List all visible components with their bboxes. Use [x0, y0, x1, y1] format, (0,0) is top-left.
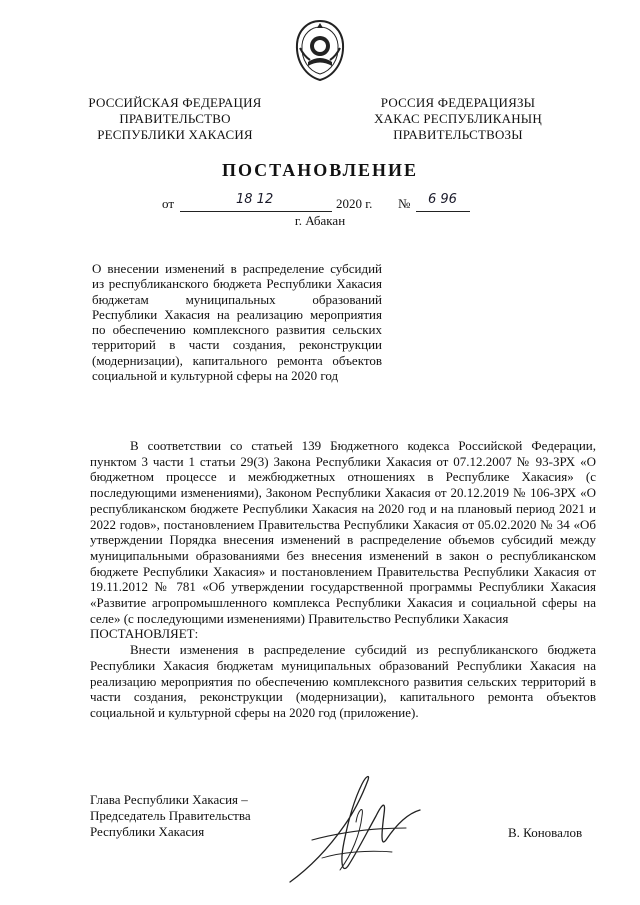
header-left-block — [70, 95, 280, 143]
body-preamble: В соответствии со статьей 139 Бюджетного кодекса Российской Федерации, пунктом 3 части 1 статьи 29(3) Закона Республики Хакасия от 07.12.2007 № 93-ЗРХ «О бюджетном процессе и межбюджетных отношениях в Республике Хакасия» (с последующими изменениями), Законом Республики Хакасия от 20.12.2019 № 106-ЗРХ «О республиканском бюджете Республики Хакасия на 2020 год и на плановый период 2021 и 2022 годов», постановлением Правительства Республики Хакасия от 05.02.2020 № 34 «Об утверждении Порядка внесения изменений в распределение объемов субсидий между муниципальными образованиями без внесения изменений в закон о республиканском бюджете Республики Хакасия» и постановлением Правительства Республики Хакасия от 19.11.2012 № 781 «Об утверждении государственной программы Республики Хакасия «Развитие агропромышленного комплекса Республики Хакасия и социальной сферы на селе» (с последующими изменениями) Правительство Республики Хакасия — [90, 438, 596, 626]
date-underline — [180, 211, 332, 212]
number-label: № — [398, 196, 411, 211]
header-left-line: РЕСПУБЛИКИ ХАКАСИЯ — [97, 127, 253, 142]
header-right-line: РОССИЯ ФЕДЕРАЦИЯЗЫ — [380, 95, 536, 110]
signatory-title — [90, 792, 251, 840]
date-number-line — [140, 192, 540, 214]
date-from-label: от — [162, 196, 175, 211]
signatory-name: В. Коновалов — [508, 825, 583, 840]
document-type-title: ПОСТАНОВЛЕНИЕ — [221, 160, 419, 180]
header-left-line: РОССИЙСКАЯ ФЕДЕРАЦИЯ — [88, 95, 262, 110]
signatory-title-line: Глава Республики Хакасия – — [90, 792, 248, 807]
coat-of-arms-emblem — [292, 18, 348, 82]
header-right-line: ХАКАС РЕСПУБЛИКАНЫҢ — [374, 111, 542, 126]
number-underline — [416, 211, 470, 212]
number-handwritten: 6 96 — [428, 192, 457, 207]
signatory-title-line: Председатель Правительства — [90, 808, 251, 823]
signatory-title-line: Республики Хакасия — [90, 824, 205, 839]
body-decree-word: ПОСТАНОВЛЯЕТ: — [90, 626, 199, 642]
document-subject: О внесении изменений в распределение субсидий из республиканского бюджета Республики Хакасия бюджетам муниципальных образований Республики Хакасия на реализацию мероприятия по обеспечению комплексного развития сельских территорий в части создания, реконструкции (модернизации), капитального ремонта объектов социальной и культурной сферы на 2020 год — [92, 261, 382, 384]
date-year: 2020 г. — [336, 196, 373, 211]
header-left-line: ПРАВИТЕЛЬСТВО — [119, 111, 231, 126]
date-handwritten: 18 12 — [236, 192, 274, 207]
body-resolution: Внести изменения в распределение субсидий из республиканского бюджета Республики Хакасия бюджетам муниципальных образований Республики Хакасия на реализацию мероприятия по обеспечению комплексного развития сельских территорий в части создания, реконструкции (модернизации), капитального ремонта объектов социальной и культурной сферы на 2020 год (приложение). — [90, 642, 596, 720]
header-right-line: ПРАВИТЕЛЬСТВОЗЫ — [393, 127, 523, 142]
handwritten-signature — [282, 770, 432, 892]
city-label: г. Абакан — [294, 213, 346, 228]
document-body — [90, 438, 596, 721]
header-right-block — [353, 95, 563, 143]
